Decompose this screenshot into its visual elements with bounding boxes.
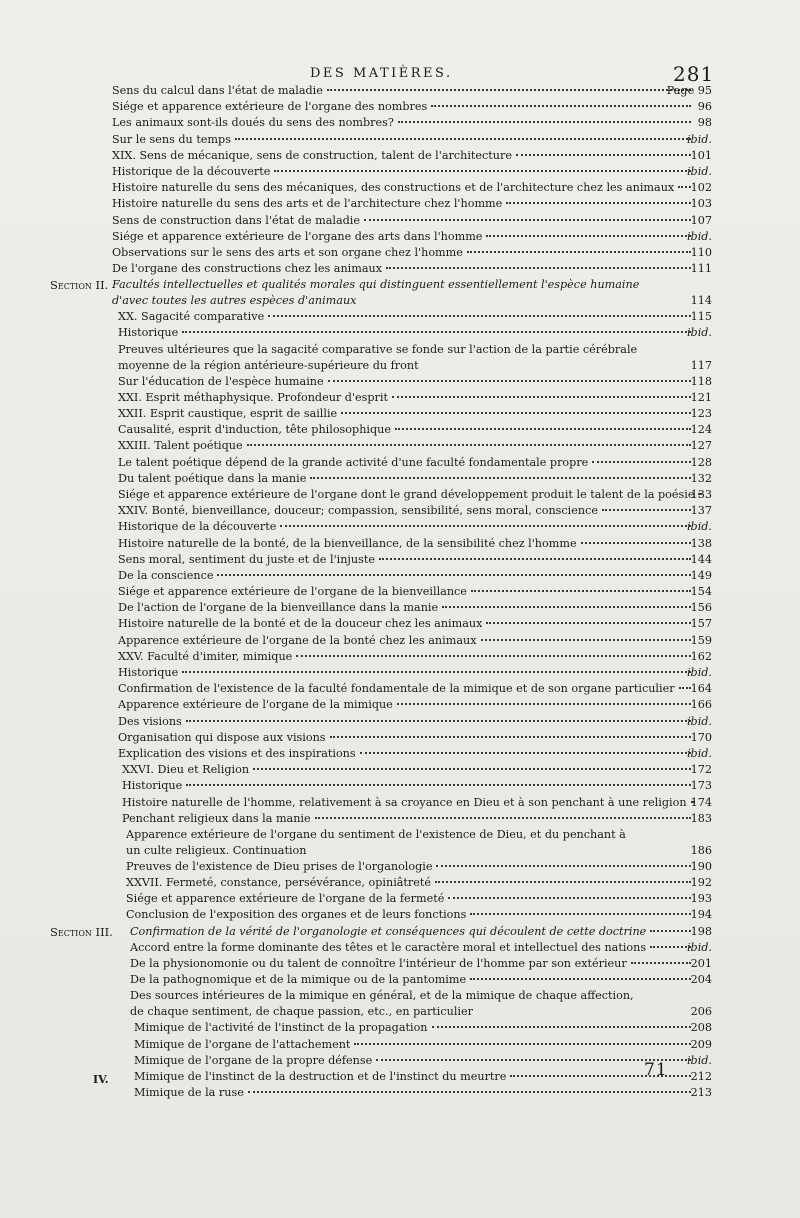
entry-line [118, 746, 695, 762]
toc-entry [0, 649, 800, 665]
entry-title: Apparence extérieure de l'organe de la mimique [118, 698, 393, 712]
entry-title: Des sources intérieures de la mimique en général, et de la mimique de chaque affection, de chaque sentiment, de chaque passion, etc., en particulier [130, 989, 634, 1019]
entry-title: Conclusion de l'exposition des organes et de leurs fonctions [126, 908, 467, 922]
entry-title: Confirmation de l'existence de la faculté fondamentale de la mimique et de son organe particulier [118, 682, 675, 696]
page-ref: 149 [690, 568, 712, 582]
toc-entry [0, 422, 800, 438]
toc-entry [0, 277, 800, 309]
entry-title: Organisation qui dispose aux visions [118, 730, 326, 744]
entry-line [112, 115, 695, 131]
toc-entry [0, 455, 800, 471]
entry-title: XXVII. Fermeté, constance, persévérance, opiniâtreté [126, 876, 432, 890]
dot-leader [315, 817, 691, 819]
page-ref: 183 [690, 811, 712, 825]
page-ref: ibid. [686, 520, 712, 534]
signature-mark: IV. [93, 1073, 109, 1086]
toc-entry [0, 584, 800, 600]
entry-title: De la physionomonie ou du talent de connoître l'intérieur de l'homme par son extérieur [130, 957, 627, 970]
entry-line [118, 309, 695, 325]
entry-title: Sens moral, sentiment du juste et de l'injuste [118, 552, 375, 566]
entry-line [118, 503, 695, 519]
entry-title: De la pathognomique et de la mimique ou de la pantomime [130, 973, 467, 987]
toc-entry [0, 487, 800, 503]
toc-entry [0, 600, 800, 616]
entry-title: Les animaux sont-ils doués du sens des nombres? [112, 116, 394, 130]
toc-entry [0, 907, 800, 923]
entry-title: Sens du calcul dans l'état de maladie [112, 84, 323, 97]
entry-title: De la conscience [118, 568, 214, 582]
page-ref: 192 [690, 876, 712, 890]
page-ref: 117 [690, 358, 712, 372]
entry-line [118, 406, 695, 422]
dot-leader [397, 703, 691, 705]
toc-entry [0, 972, 800, 988]
toc-entry [0, 956, 800, 972]
entry-line [130, 924, 695, 940]
page-ref: 204 [690, 973, 712, 987]
entry-line [134, 1053, 695, 1069]
toc-entry [0, 697, 800, 713]
entry-line [118, 697, 695, 713]
entry-line [126, 891, 695, 907]
toc-entry [0, 1085, 800, 1101]
page-ref: 193 [690, 892, 712, 906]
entry-line [118, 422, 695, 438]
entry-title: Siége et apparence extérieure de l'organe dont le grand développement produit le talent de la poésie [118, 487, 695, 501]
entry-title: XXI. Esprit méthaphysique. Profondeur d'esprit [118, 390, 388, 404]
page-ref: 159 [690, 633, 712, 647]
page-ref: 212 [690, 1069, 712, 1083]
entry-title: Siége et apparence extérieure de l'organe de la fermeté [126, 892, 445, 906]
dot-leader [310, 477, 691, 479]
entry-title: Histoire naturelle de la bonté et de la douceur chez les animaux [118, 617, 483, 631]
entry-line [112, 180, 695, 196]
toc-entry [0, 536, 800, 552]
entry-title: Causalité, esprit d'induction, tête philosophique [118, 423, 391, 437]
entry-line [118, 681, 695, 697]
page-ref: 157 [690, 617, 712, 631]
page-ref: 111 [690, 262, 712, 276]
page-ref: 198 [690, 924, 712, 938]
dot-leader [274, 170, 691, 172]
entry-title: Preuves de l'existence de Dieu prises de l'organologie [126, 859, 433, 873]
entry-line [130, 956, 695, 972]
entry-title: Mimique de l'organe de l'attachement [134, 1037, 351, 1051]
entry-line [126, 859, 695, 875]
entry-line [112, 196, 695, 212]
toc-entry [0, 115, 800, 131]
toc-entry [0, 552, 800, 568]
entry-line [112, 229, 695, 245]
entry-line [126, 827, 640, 859]
page-ref: 186 [690, 843, 712, 857]
page-ref: 118 [690, 374, 712, 388]
entry-title: Historique [122, 779, 183, 793]
entry-line [118, 325, 695, 341]
toc-entry [0, 180, 800, 196]
entry-title: Siége et apparence extérieure de l'organe de la bienveillance [118, 585, 467, 599]
entry-line [118, 438, 695, 454]
entry-title: Penchant religieux dans la manie [122, 811, 311, 825]
entry-title: XX. Sagacité comparative [118, 310, 265, 324]
dot-leader [248, 1091, 691, 1093]
toc-entry [0, 503, 800, 519]
page-ref: 154 [690, 585, 712, 599]
toc-entry [0, 827, 800, 859]
entry-line [118, 633, 695, 649]
dot-leader [182, 331, 691, 333]
page-ref: ibid. [686, 229, 712, 243]
entry-title: Histoire naturelle de l'homme, relativement à sa croyance en Dieu et à son penchant à une religion [122, 795, 687, 809]
entry-title: Preuves ultérieures que la sagacité comparative se fonde sur l'action de la partie cérébrale moyenne de la région antérieure-supérieure du front [118, 342, 638, 372]
toc-entry [0, 213, 800, 229]
entry-title: XIX. Sens de mécanique, sens de construction, talent de l'architecture [112, 148, 512, 162]
toc-entry [0, 83, 800, 99]
entry-title: Histoire naturelle de la bonté, de la bienveillance, de la sensibilité chez l'homme [118, 536, 577, 550]
page-ref: 162 [690, 649, 712, 663]
dot-leader [186, 784, 691, 786]
page-ref: 110 [690, 245, 712, 259]
page-ref: 137 [690, 504, 712, 518]
toc-entry [0, 390, 800, 406]
toc-entry [0, 681, 800, 697]
page-ref: 115 [690, 310, 712, 324]
entry-line [118, 584, 695, 600]
entry-line [118, 374, 695, 390]
entry-line [118, 471, 695, 487]
entry-title: Historique [118, 326, 179, 340]
dot-leader [327, 89, 691, 91]
entry-line [134, 1069, 695, 1085]
page-ref: 206 [690, 1005, 712, 1019]
dot-leader [253, 768, 691, 770]
page-ref: 166 [690, 698, 712, 712]
dot-leader [364, 219, 691, 221]
toc-entry [0, 795, 800, 811]
page-ref: 127 [690, 439, 712, 453]
entry-line [112, 83, 695, 99]
entry-title: De l'organe des constructions chez les animaux [112, 262, 383, 276]
toc-entry [0, 633, 800, 649]
entry-title: De l'action de l'organe de la bienveillance dans la manie [118, 601, 439, 615]
toc-entry [0, 875, 800, 891]
page-ref: 98 [697, 116, 712, 130]
toc-entry [0, 132, 800, 148]
entry-line [134, 1020, 695, 1036]
dot-leader [268, 315, 691, 317]
entry-title: Historique [118, 666, 179, 679]
toc-entry [0, 261, 800, 277]
entry-line [134, 1085, 695, 1101]
entry-line [112, 164, 695, 180]
page-ref: 201 [690, 957, 712, 970]
entry-line [112, 261, 695, 277]
page-ref: ibid. [686, 326, 712, 340]
entry-title: Siége et apparence extérieure de l'organe des nombres [112, 100, 428, 114]
toc-entry [0, 196, 800, 212]
entry-line [112, 99, 695, 115]
toc-entry [0, 148, 800, 164]
entry-title: Historique de la découverte [118, 520, 277, 534]
page-ref: 209 [690, 1037, 712, 1051]
entry-line [126, 875, 695, 891]
section-label: Section II. [50, 278, 109, 293]
page-ref: 132 [690, 471, 712, 485]
entry-line [130, 972, 695, 988]
entry-line [118, 616, 695, 632]
entry-title: Apparence extérieure de l'organe de la bonté chez les animaux [118, 633, 477, 647]
running-title: DES MATIÈRES. [310, 66, 453, 81]
sheet-number: 71 [644, 1060, 668, 1080]
page-ref: ibid. [686, 132, 712, 146]
entry-title: Sens de construction dans l'état de maladie [112, 213, 361, 227]
entry-line [118, 552, 695, 568]
entry-line [126, 907, 695, 923]
page-ref: 170 [690, 730, 712, 744]
entry-title: Mimique de l'instinct de la destruction et de l'instinct du meurtre [134, 1069, 507, 1083]
entry-line [118, 342, 640, 374]
entry-line [112, 148, 695, 164]
toc-entry [0, 99, 800, 115]
page-ref: 124 [690, 423, 712, 437]
entry-title: XXII. Esprit caustique, esprit de saillie [118, 407, 338, 420]
page-ref: 121 [690, 390, 712, 404]
entry-line [118, 730, 695, 746]
dot-leader [217, 574, 691, 576]
page-ref: 164 [690, 682, 712, 696]
dot-leader [330, 736, 691, 738]
toc-entry [0, 859, 800, 875]
entry-line [122, 811, 695, 827]
entry-line [118, 455, 695, 471]
toc-entry [0, 229, 800, 245]
entry-line [112, 277, 640, 309]
toc-entry [0, 568, 800, 584]
toc-entry [0, 924, 800, 940]
entry-title: Le talent poétique dépend de la grande activité d'une faculté fondamentale propre [118, 455, 589, 469]
page-ref: 123 [690, 407, 712, 420]
entry-title: Mimique de l'organe de la propre défense [134, 1053, 373, 1067]
entry-title: Des visions [118, 714, 182, 728]
toc-entry [0, 325, 800, 341]
page-ref: 144 [690, 552, 712, 566]
toc-entry [0, 471, 800, 487]
entry-line [130, 940, 695, 956]
dot-leader [360, 752, 691, 754]
entry-title: Histoire naturelle du sens des arts et de l'architecture chez l'homme [112, 197, 503, 211]
toc-entry [0, 940, 800, 956]
dot-leader [379, 558, 691, 560]
entry-title: Apparence extérieure de l'organe du sentiment de l'existence de Dieu, et du penchant à un culte religieux. Continuation [126, 827, 626, 857]
page-number: 281 [673, 62, 715, 86]
toc-entry [0, 342, 800, 374]
page-ref: 174 [690, 795, 712, 809]
entry-title: Confirmation de la vérité de l'organologie et conséquences qui découlent de cette doctrine [130, 924, 647, 938]
entry-title: Mimique de l'activité de l'instinct de la propagation [134, 1021, 428, 1035]
entry-line [118, 519, 695, 535]
dot-leader [386, 267, 691, 269]
toc-entry [0, 374, 800, 390]
entry-line [118, 487, 695, 503]
page-ref: 172 [690, 763, 712, 777]
entry-title: Explication des visions et des inspirations [118, 746, 356, 760]
page-ref: 107 [690, 213, 712, 227]
toc-entry [0, 714, 800, 730]
toc-entry [0, 164, 800, 180]
entry-title: Du talent poétique dans la manie [118, 471, 307, 485]
dot-leader [182, 671, 691, 673]
page-ref: 156 [690, 601, 712, 615]
entry-line [118, 568, 695, 584]
page-ref: 138 [690, 536, 712, 550]
page-ref: ibid. [686, 666, 712, 679]
entry-line [122, 762, 695, 778]
entry-title: Sur le sens du temps [112, 132, 231, 146]
toc-entry [0, 1069, 800, 1085]
entry-title: Historique de la découverte [112, 164, 271, 178]
entry-line [118, 600, 695, 616]
dot-leader [328, 380, 691, 382]
page-ref: 190 [690, 859, 712, 873]
dot-leader [186, 720, 691, 722]
page-ref: ibid. [686, 1053, 712, 1067]
entry-title: XXIV. Bonté, bienveillance, douceur; compassion, sensibilité, sens moral, conscience [118, 504, 598, 518]
toc-entry [0, 406, 800, 422]
toc-entry [0, 778, 800, 794]
dot-leader [395, 428, 691, 430]
page-ref: 213 [690, 1086, 712, 1100]
entry-line [118, 390, 695, 406]
page-ref: 102 [690, 181, 712, 195]
toc-entry [0, 891, 800, 907]
dot-leader [392, 396, 691, 398]
dot-leader [247, 444, 691, 446]
page-ref: 101 [690, 148, 712, 162]
entry-title: Observations sur le sens des arts et son organe chez l'homme [112, 245, 463, 259]
entry-line [118, 536, 695, 552]
entry-line [112, 213, 695, 229]
dot-leader [354, 1043, 691, 1045]
section-label: Section III. [50, 924, 113, 939]
entry-title: XXIII. Talent poétique [118, 439, 243, 453]
dot-leader [235, 138, 691, 140]
page-ref: Page 95 [666, 84, 712, 97]
table-of-contents [0, 83, 800, 1101]
entry-title: XXV. Faculté d'imiter, mimique [118, 649, 293, 663]
page-ref: ibid. [686, 746, 712, 760]
toc-entry [0, 616, 800, 632]
entry-title: Histoire naturelle du sens des mécaniques, des constructions et de l'architecture chez les animaux [112, 181, 675, 195]
toc-entry [0, 665, 800, 681]
toc-entry [0, 1020, 800, 1036]
toc-entry [0, 1053, 800, 1069]
entry-line [112, 245, 695, 261]
entry-title: Facultés intellectuelles et qualités morales qui distinguent essentiellement l'espèce humaine d'avec toutes les autres espèces d'animaux [112, 278, 640, 308]
entry-title: Sur l'éducation de l'espèce humaine [118, 374, 324, 388]
entry-line [118, 665, 695, 681]
page-ref: 208 [690, 1021, 712, 1035]
toc-entry [0, 519, 800, 535]
toc-entry [0, 730, 800, 746]
entry-line [122, 778, 695, 794]
page-ref: 96 [697, 100, 712, 114]
toc-entry [0, 438, 800, 454]
entry-line [134, 1037, 695, 1053]
toc-entry [0, 1037, 800, 1053]
dot-leader [398, 121, 691, 123]
entry-title: XXVI. Dieu et Religion [122, 763, 250, 777]
entry-title: Siége et apparence extérieure de l'organe des arts dans l'homme [112, 229, 483, 243]
page-ref: ibid. [686, 940, 712, 954]
entry-title: Accord entre la forme dominante des têtes et le caractère moral et intellectuel des nations [130, 940, 647, 954]
toc-entry [0, 746, 800, 762]
page-ref: 128 [690, 455, 712, 469]
entry-line [118, 649, 695, 665]
entry-title: Mimique de la ruse [134, 1086, 244, 1100]
page-ref: 133 [690, 487, 712, 501]
toc-entry [0, 988, 800, 1020]
entry-line [122, 795, 695, 811]
page-ref: ibid. [686, 714, 712, 728]
entry-line [118, 714, 695, 730]
dot-leader [296, 655, 691, 657]
page-ref: ibid. [686, 164, 712, 178]
entry-line [112, 132, 695, 148]
dot-leader [280, 525, 691, 527]
page-ref: 103 [690, 197, 712, 211]
page-ref: 173 [690, 779, 712, 793]
toc-entry [0, 245, 800, 261]
entry-line [130, 988, 640, 1020]
page-ref: 194 [690, 908, 712, 922]
dot-leader [341, 412, 691, 414]
toc-entry [0, 309, 800, 325]
page-ref: 114 [690, 294, 712, 308]
toc-entry [0, 762, 800, 778]
toc-entry [0, 811, 800, 827]
